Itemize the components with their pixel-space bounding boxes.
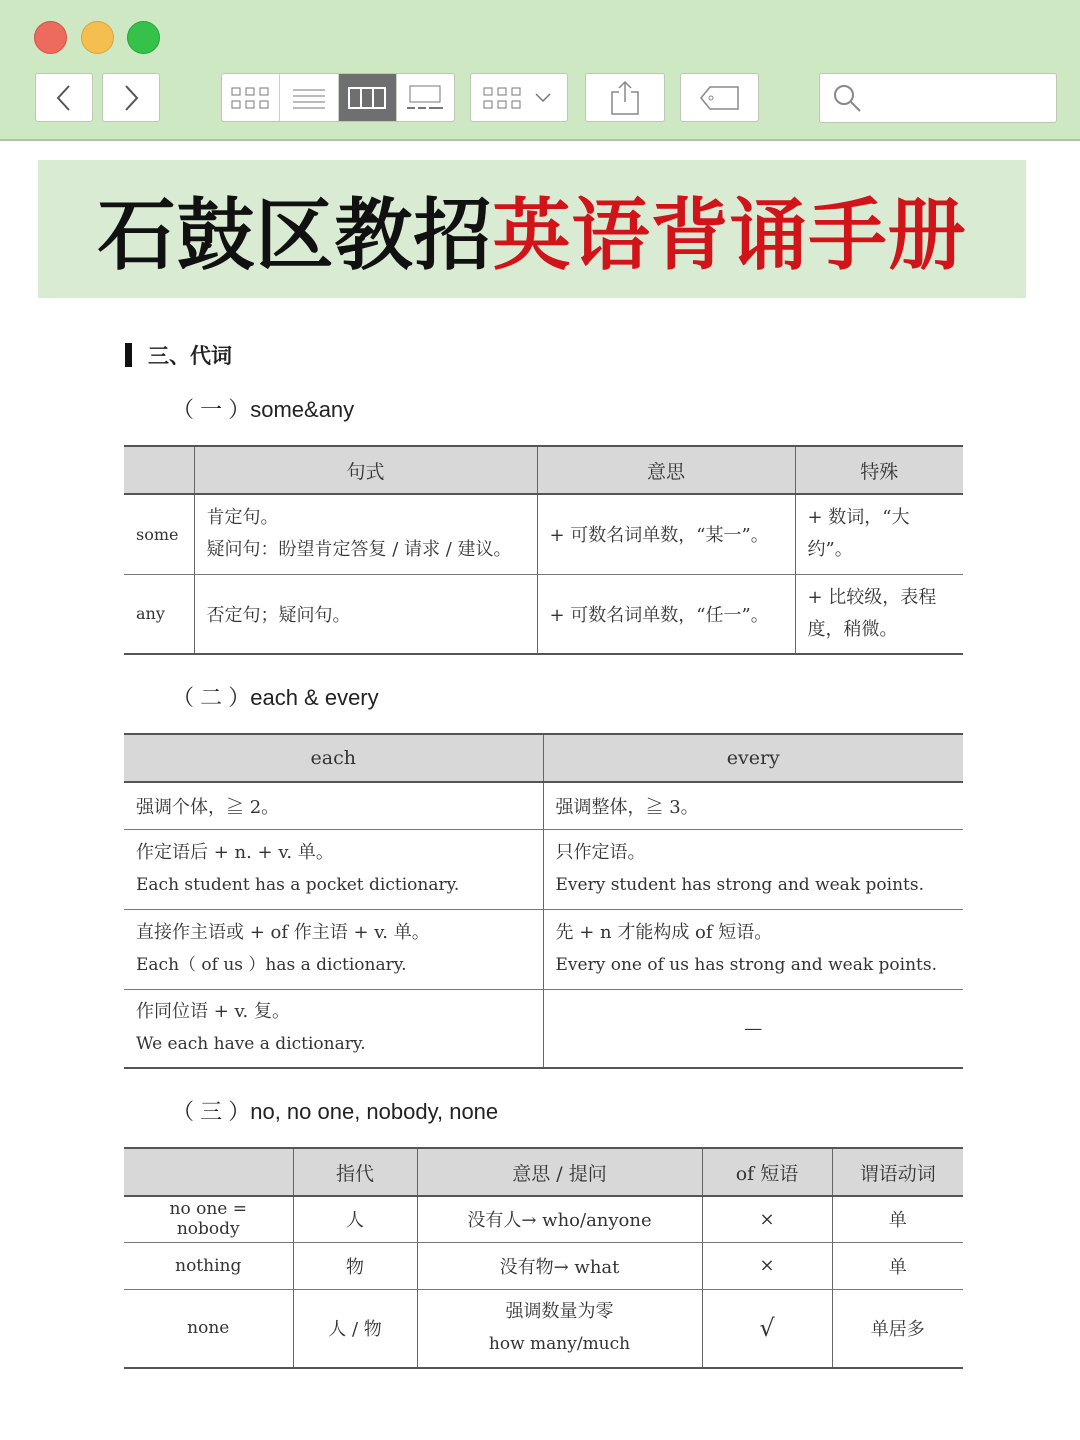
meaning-line: how many/much [488,1334,631,1355]
meaning-cell: + 可数名词单数，“任一”。 [537,574,795,654]
refers-cell: 物 [293,1242,417,1289]
list-view-icon [292,86,326,110]
group-by-button[interactable] [470,73,568,122]
part3-heading: （ 三 ）no, no one, nobody, none [172,1099,499,1124]
refers-cell: 人 / 物 [293,1289,417,1368]
table-header-row [124,1148,963,1196]
every-cell: — [543,989,963,1068]
pattern-cell [194,494,537,574]
verb-cell: 单 [832,1242,963,1289]
title-black-part: 石鼓区教招 [97,191,493,281]
tag-icon [700,85,740,111]
verb-cell: 单 [832,1196,963,1242]
minimize-window-button[interactable] [81,21,114,54]
table-row [124,829,963,909]
special-cell [795,574,963,654]
every-cell [543,829,963,909]
table-row [124,574,963,654]
table-header-row [124,734,963,782]
part1-heading: （ 一 ）some&any [172,397,355,422]
no-none-table [124,1147,963,1369]
zoom-window-button[interactable] [127,21,160,54]
view-mode-selector [221,73,455,122]
table-row [124,1289,963,1368]
each-cell [124,989,543,1068]
table-header-row [124,446,963,494]
special-line: + 比较级，表程 [807,586,937,608]
part2-heading: （ 二 ）each & every [172,685,379,710]
every-cell [543,909,963,989]
example-line: We each have a dictionary. [136,1034,366,1055]
rule-line: 只作定语。 [555,842,646,863]
search-input[interactable] [819,73,1057,123]
each-every-table [124,733,963,1069]
meaning-cell: + 可数名词单数，“某一”。 [537,494,795,574]
example-line: Every student has strong and weak points. [555,875,924,895]
word-cell: nothing [124,1242,293,1289]
share-button[interactable] [585,73,665,122]
search-icon [832,83,862,113]
of-phrase-cell: × [702,1196,832,1242]
table-header-cell: 意思 / 提问 [417,1148,702,1196]
of-phrase-cell: × [702,1242,832,1289]
window-toolbar [0,0,1080,141]
close-window-button[interactable] [34,21,67,54]
gallery-view-button[interactable] [397,74,454,121]
rule-line: 作定语后 + n. + v. 单。 [136,842,334,863]
each-cell [124,909,543,989]
table-row [124,494,963,574]
meaning-cell: 没有人→ who/anyone [417,1196,702,1242]
special-cell [795,494,963,574]
example-line: Every one of us has strong and weak points. [555,955,938,975]
column-view-button[interactable] [339,74,397,121]
pattern-line: 肯定句。 [206,507,279,529]
table-header-cell: 意思 [537,446,795,494]
table-header-cell [124,446,194,494]
pattern-line: 疑问句：盼望肯定答复 / 请求 / 建议。 [206,539,512,561]
list-view-button[interactable] [280,74,338,121]
back-icon [54,83,74,113]
table-header-cell [124,1148,293,1196]
rule-line: 直接作主语或 + of 作主语 + v. 单。 [136,922,430,943]
back-button[interactable] [35,73,93,122]
table-row [124,1196,963,1242]
meaning-cell: 没有物→ what [417,1242,702,1289]
gallery-view-icon [406,85,444,111]
example-line: Each（ of us ）has a dictionary. [136,955,407,975]
table-header-cell: 指代 [293,1148,417,1196]
pattern-cell: 否定句；疑问句。 [194,574,537,654]
tag-button[interactable] [680,73,759,122]
table-header-cell: of 短语 [702,1148,832,1196]
word-cell: any [124,574,194,654]
share-icon [610,80,640,116]
meaning-cell [417,1289,702,1368]
special-line: + 数词，“大约”。 [807,507,910,561]
example-line: Each student has a pocket dictionary. [136,875,460,895]
document-page [0,300,1080,1440]
of-phrase-cell: √ [702,1289,832,1368]
title-red-part: 英语背诵手册 [492,191,967,281]
table-header-cell: each [124,734,543,782]
word-cell: none [124,1289,293,1368]
meaning-line: 强调数量为零 [505,1301,614,1323]
each-cell [124,829,543,909]
table-header-cell: every [543,734,963,782]
table-header-cell: 谓语动词 [832,1148,963,1196]
column-view-icon [348,87,386,109]
rule-line: 先 + n 才能构成 of 短语。 [555,922,773,943]
forward-button[interactable] [102,73,160,122]
section-heading [125,340,232,370]
forward-icon [121,83,141,113]
every-cell: 强调整体，≧ 3。 [543,782,963,829]
icon-view-button[interactable] [222,74,280,121]
table-header-cell: 特殊 [795,446,963,494]
verb-cell: 单居多 [832,1289,963,1368]
table-row [124,909,963,989]
table-row [124,989,963,1068]
refers-cell: 人 [293,1196,417,1242]
rule-line: 作同位语 + v. 复。 [136,1001,291,1023]
grid-view-icon [231,86,271,110]
group-icon [483,86,523,110]
table-row [124,1242,963,1289]
section-bar-marker [125,343,132,367]
page-title [97,173,966,285]
table-header-cell: 句式 [194,446,537,494]
word-cell: some [124,494,194,574]
section-title: 三、代词 [148,344,232,368]
table-row [124,782,963,829]
each-cell: 强调个体，≧ 2。 [124,782,543,829]
some-any-table [124,445,963,655]
special-line: 度，稍微。 [807,618,898,640]
chevron-down-icon [531,90,555,106]
title-banner [38,160,1026,298]
word-cell: no one = nobody [124,1196,293,1242]
